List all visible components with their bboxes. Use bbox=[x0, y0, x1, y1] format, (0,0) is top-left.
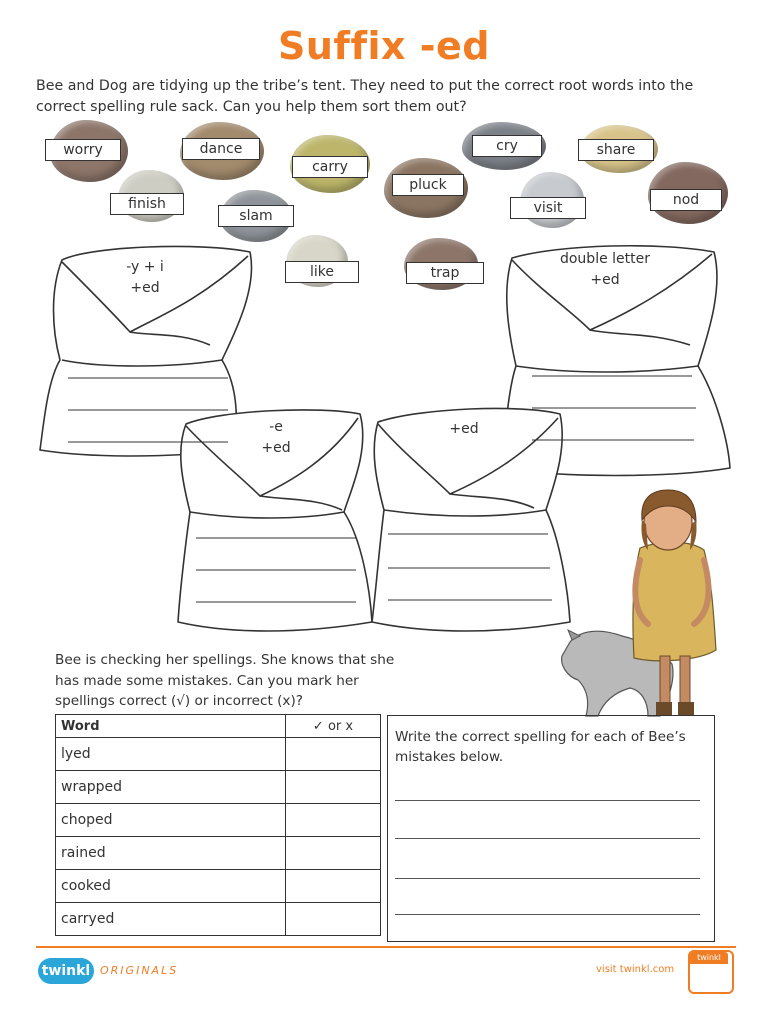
sack-y-i-label bbox=[100, 257, 190, 299]
sack-double-label-line1: double letter bbox=[559, 251, 650, 267]
table-header-mark: ✓ or x bbox=[286, 715, 381, 738]
sack-e-label bbox=[236, 417, 316, 459]
table-row bbox=[56, 771, 381, 804]
table-cell-mark[interactable] bbox=[286, 870, 381, 903]
table-row bbox=[56, 804, 381, 837]
table-cell-word: wrapped bbox=[56, 771, 286, 804]
sack-double-label-line2: +ed bbox=[590, 272, 620, 288]
sack-y-i-label-line1: -y + i bbox=[126, 259, 164, 275]
word-label-pluck: pluck bbox=[392, 174, 464, 196]
sack-e-label-line1: -e bbox=[269, 419, 283, 435]
table-cell-mark[interactable] bbox=[286, 837, 381, 870]
sack-e-label-line2: +ed bbox=[261, 440, 291, 456]
bee-and-dog-illustration bbox=[562, 490, 716, 716]
word-label-finish: finish bbox=[110, 193, 184, 215]
table-cell-word: carryed bbox=[56, 903, 286, 936]
quality-badge-label: twinkl bbox=[690, 952, 728, 964]
word-label-worry: worry bbox=[45, 139, 121, 161]
correction-line-1[interactable] bbox=[395, 800, 700, 801]
sack-plain bbox=[372, 408, 570, 631]
page-title: Suffix -ed bbox=[278, 24, 490, 68]
table-cell-word: cooked bbox=[56, 870, 286, 903]
word-label-cry: cry bbox=[472, 135, 542, 157]
word-label-slam: slam bbox=[218, 205, 294, 227]
intro-text: Bee and Dog are tidying up the tribe’s tent. They need to put the correct root words into the correct spelling rule sack. Can you help them sort them out? bbox=[36, 78, 694, 115]
word-label-carry: carry bbox=[292, 156, 368, 178]
sack-plain-label-line1: +ed bbox=[449, 421, 479, 437]
word-label-visit: visit bbox=[510, 197, 586, 219]
table-cell-mark[interactable] bbox=[286, 771, 381, 804]
correction-line-4[interactable] bbox=[395, 914, 700, 915]
twinkl-logo: twinkl bbox=[38, 958, 94, 984]
visit-link[interactable]: visit twinkl.com bbox=[596, 964, 675, 975]
table-header-word: Word bbox=[56, 715, 286, 738]
word-label-dance: dance bbox=[182, 138, 260, 160]
footer-divider bbox=[36, 946, 736, 948]
originals-label: ORIGINALS bbox=[100, 964, 179, 977]
sack-double-label bbox=[545, 249, 665, 291]
correction-line-2[interactable] bbox=[395, 838, 700, 839]
table-row bbox=[56, 870, 381, 903]
bee-check-instructions: Bee is checking her spellings. She knows that she has made some mistakes. Can you mark her spellings correct (√) or incorrect (x)? bbox=[55, 652, 395, 709]
table-cell-word: choped bbox=[56, 804, 286, 837]
word-label-like: like bbox=[285, 261, 359, 283]
table-row bbox=[56, 837, 381, 870]
table-cell-word: lyed bbox=[56, 738, 286, 771]
table-header-row bbox=[56, 715, 381, 738]
table-cell-mark[interactable] bbox=[286, 903, 381, 936]
table-row bbox=[56, 903, 381, 936]
sack-plain-label bbox=[424, 419, 504, 440]
table-cell-word: rained bbox=[56, 837, 286, 870]
word-label-share: share bbox=[578, 139, 654, 161]
word-label-trap: trap bbox=[406, 262, 484, 284]
correction-line-3[interactable] bbox=[395, 878, 700, 879]
table-cell-mark[interactable] bbox=[286, 804, 381, 837]
table-cell-mark[interactable] bbox=[286, 738, 381, 771]
word-label-nod: nod bbox=[650, 189, 722, 211]
spelling-check-table bbox=[55, 714, 381, 936]
correction-instructions: Write the correct spelling for each of Bee’s mistakes below. bbox=[395, 729, 686, 765]
sack-y-i-label-line2: +ed bbox=[130, 280, 160, 296]
table-row bbox=[56, 738, 381, 771]
